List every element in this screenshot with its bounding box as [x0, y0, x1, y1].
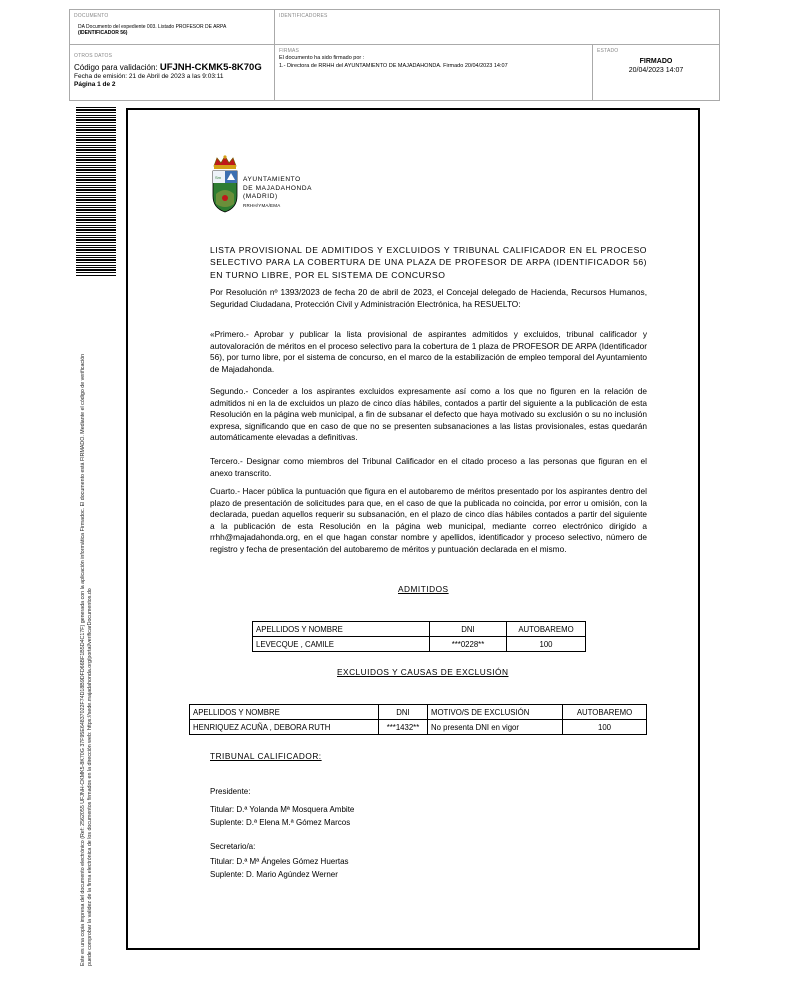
documento-cell	[70, 10, 275, 45]
document-title: LISTA PROVISIONAL DE ADMITIDOS Y EXCLUIDOS Y TRIBUNAL CALIFICADOR EN EL PROCESO SELECTIVO PARA LA COBERTURA DE UNA PLAZA DE PROFESOR DE ARPA (IDENTIFICADOR 56) EN TURNO LIBRE, POR EL SISTEMA DE CONCURSO	[210, 245, 647, 280]
cell-dni: ***0228**	[430, 637, 507, 652]
col-dni: DNI	[379, 705, 428, 720]
municipality-name: AYUNTAMIENTO DE MAJADAHONDA (MADRID) RRHH/YMA/EMA	[243, 176, 312, 210]
tribunal-heading: TRIBUNAL CALIFICADOR:	[210, 751, 322, 761]
table-header-row	[253, 622, 586, 637]
paragraph-segundo: Segundo.- Conceder a los aspirantes excluidos expresamente así como a los que no figuren en la relación de admitidos ni en la de excluidos un plazo de cinco días hábiles, contados a partir del siguiente a la publicación de esta Resolución en la página web municipal, a fin de subsanar el defecto que haya motivado su exclusión o su no inclusión expresa, significando que en caso de que no se presenten subsanaciones a las listas provisionales, estas quedarán automáticamente elevadas a definitivas.	[210, 386, 647, 442]
department-ref: RRHH/YMA/EMA	[243, 202, 281, 208]
col-autobaremo: AUTOBAREMO	[507, 622, 586, 637]
estado-cell	[593, 45, 719, 101]
table-header-row	[190, 705, 647, 720]
cell-autobaremo: 100	[507, 637, 586, 652]
svg-text:Sm: Sm	[215, 175, 221, 180]
admitidos-heading: ADMITIDOS	[398, 584, 449, 594]
cell-nombre: HENRIQUEZ ACUÑA , DEBORA RUTH	[190, 720, 379, 735]
identificadores-cell	[275, 10, 719, 45]
identificadores-label: IDENTIFICADORES	[279, 13, 328, 19]
presidente-titular: Titular: D.ª Yolanda Mª Mosquera Ambite	[210, 805, 355, 814]
firmas-label: FIRMAS	[279, 48, 300, 54]
estado-label: ESTADO	[597, 48, 619, 54]
otros-datos-cell	[70, 45, 275, 101]
paragraph-resolution: Por Resolución nº 1393/2023 de fecha 20 de abril de 2023, el Concejal delegado de Hacienda, Recursos Humanos, Seguridad Ciudadana, Protección Civil y Administración Electrónica, ha RESUELTO:	[210, 287, 647, 309]
paragraph-tercero: Tercero.- Designar como miembros del Tribunal Calificador en el citado proceso a las personas que figuran en el anexo transcrito.	[210, 456, 647, 478]
document-page	[126, 108, 700, 950]
admitidos-table	[252, 621, 586, 652]
barcode	[76, 107, 116, 277]
col-motivo: MOTIVO/S DE EXCLUSIÓN	[428, 705, 563, 720]
verification-side-text: Este es una copia impresa del documento electrónico (Ref: 2562055 UFJNH-CKMK5-8K70G 37F95E64837022F74D18B9DFD66BF1B5D4C17F) generada con la aplicación informática Firmadoc. El documento está FIRMADO. Mediante el código de verificación puede comprobar la validez de la firma electrónica de los documentos firmados en la dirección web: https://sede.majadahonda.org/portal/verificarDocumentos.do	[80, 353, 93, 966]
table-row	[253, 637, 586, 652]
paragraph-cuarto: Cuarto.- Hacer pública la puntuación que figura en el autobaremo de méritos presentado por los aspirantes dentro del plazo de presentación de solicitudes para que, en el caso de que la publicada no coincida, por error u omisión, con la declarada, puedan aquellos requerir su subsanación, en el plazo de cinco días hábiles contados a partir del siguiente a la publicación de esta Resolución en la página web municipal, mediante correo electrónico dirigido a rrhh@majadahonda.org, en el que hagan constar nombre y apellidos, identificador y proceso selectivo, número de registro y fecha de presentación del autobaremo de méritos y puntuación declarada en el mismo.	[210, 486, 647, 554]
table-row	[190, 720, 647, 735]
cell-nombre: LEVECQUE , CAMILE	[253, 637, 430, 652]
documento-label: DOCUMENTO	[74, 13, 109, 19]
col-dni: DNI	[430, 622, 507, 637]
secretario-titular: Titular: D.ª Mª Ángeles Gómez Huertas	[210, 857, 349, 866]
excluidos-heading: EXCLUIDOS Y CAUSAS DE EXCLUSIÓN	[337, 667, 509, 677]
excluidos-table	[189, 704, 647, 735]
firmas-cell: FIRMAS El documento ha sido firmado por : 1.- Directora de RRHH del AYUNTAMIENTO DE MAJADAHONDA. Firmado 20/04/2023 14:07	[275, 45, 593, 101]
paragraph-primero: «Primero.- Aprobar y publicar la lista provisional de aspirantes admitidos y excluidos, tribunal calificador y autovaloración de méritos en el proceso selectivo para la cobertura de 1 plaza de PROFESOR DE ARPA (Identificador 56), por turno libre, por el sistema de concurso, en el marco de la estabilización de empleo temporal del Ayuntamiento de Majadahonda.	[210, 329, 647, 374]
cell-dni: ***1432**	[379, 720, 428, 735]
otros-datos-label: OTROS DATOS	[74, 53, 113, 59]
secretario-label: Secretario/a:	[210, 842, 256, 851]
documento-description: DA Documento del expediente 003. Listado PROFESOR DE ARPA (IDENTIFICADOR 56)	[78, 24, 227, 36]
estado-value: FIRMADO 20/04/2023 14:07	[628, 58, 684, 74]
coat-of-arms-icon	[211, 154, 239, 216]
fecha-emision: Fecha de emisión: 21 de Abril de 2023 a las 9:03:11	[74, 73, 224, 80]
col-apellidos: APELLIDOS Y NOMBRE	[253, 622, 430, 637]
document-header	[69, 9, 720, 101]
cell-autobaremo: 100	[563, 720, 647, 735]
col-apellidos: APELLIDOS Y NOMBRE	[190, 705, 379, 720]
page-number: Página 1 de 2	[74, 81, 116, 88]
presidente-suplente: Suplente: D.ª Elena M.ª Gómez Marcos	[210, 818, 351, 827]
validation-code: Código para validación: UFJNH-CKMK5-8K70G	[74, 62, 262, 73]
presidente-label: Presidente:	[210, 787, 251, 796]
cell-motivo: No presenta DNI en vigor	[428, 720, 563, 735]
col-autobaremo: AUTOBAREMO	[563, 705, 647, 720]
secretario-suplente: Suplente: D. Mario Agúndez Werner	[210, 870, 338, 879]
